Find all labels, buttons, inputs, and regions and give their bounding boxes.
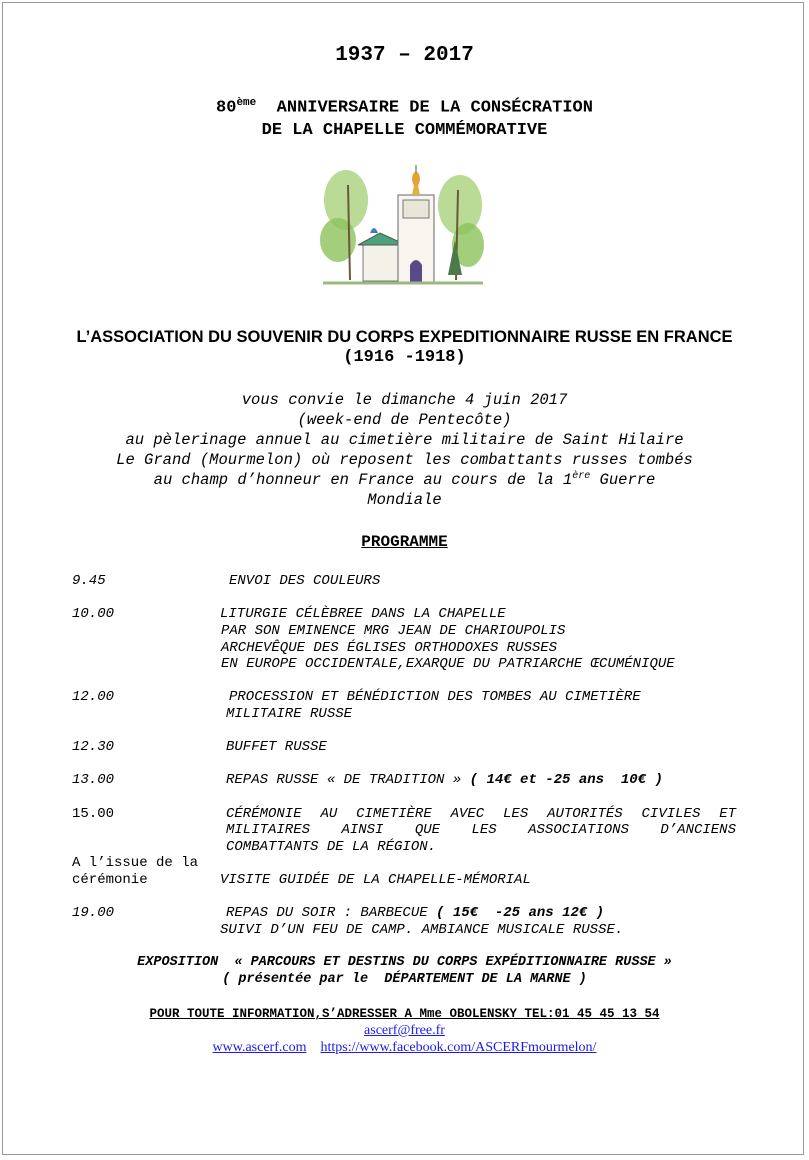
exposition-line-1: EXPOSITION « PARCOURS ET DESTINS DU CORPS EXPÉDITIONNAIRE RUSSE » <box>137 955 672 970</box>
programme-title: PROGRAMME <box>361 533 448 551</box>
chapel-illustration <box>318 145 488 295</box>
programme-time: 19.00 <box>72 905 115 921</box>
programme-activity: BUFFET RUSSE <box>226 739 327 755</box>
programme-activity: MILITAIRE RUSSE <box>226 706 353 722</box>
anniversary-sup: ème <box>236 97 257 109</box>
programme-time: 12.00 <box>72 689 115 705</box>
programme-activity: LITURGIE CÉLÈBREE DANS LA CHAPELLE <box>220 606 506 622</box>
facebook-link[interactable]: https://www.facebook.com/ASCERFmourmelon/ <box>320 1040 597 1055</box>
programme-time: A l’issue de la <box>72 855 199 871</box>
invitation-sup: ère <box>572 471 591 482</box>
activity-text: REPAS RUSSE « DE TRADITION » <box>226 772 470 788</box>
anniversary-number: 80 <box>216 98 237 118</box>
activity-text: REPAS DU SOIR : BARBECUE <box>226 905 437 921</box>
contact-info-text: POUR TOUTE INFORMATION,S’ADRESSER A Mme OBOLENSKY TEL:01 45 45 13 54 <box>149 1007 660 1021</box>
programme-time: cérémonie <box>72 872 148 888</box>
programme-activity: EN EUROPE OCCIDENTALE,EXARQUE DU PATRIARCHE ŒCUMÉNIQUE <box>221 656 675 672</box>
programme-activity: PROCESSION ET BÉNÉDICTION DES TOMBES AU CIMETIÈRE <box>229 689 641 705</box>
programme-activity <box>226 905 604 921</box>
invitation-line-6: Mondiale <box>367 491 442 509</box>
contact-email <box>0 1023 809 1039</box>
website-link[interactable]: www.ascerf.com <box>212 1040 307 1055</box>
invitation-line-5 <box>0 471 809 489</box>
invitation-text: au champ d’honneur en France au cours de la 1 <box>153 471 573 490</box>
programme-activity: MILITAIRES AINSI QUE LES ASSOCIATIONS D’ANCIENS <box>226 822 736 838</box>
tree-left-icon <box>320 170 368 280</box>
anniversary-line-2: DE LA CHAPELLE COMMÉMORATIVE <box>261 121 548 140</box>
invitation-line-4: Le Grand (Mourmelon) où reposent les combattants russes tombés <box>116 451 693 469</box>
contact-links <box>0 1040 809 1056</box>
price: ( 14€ et -25 ans 10€ ) <box>469 772 663 788</box>
invitation-line-1: vous convie le dimanche 4 juin 2017 <box>241 391 568 409</box>
programme-activity: COMBATTANTS DE LA RÉGION. <box>226 839 437 855</box>
price: ( 15€ -25 ans 12€ ) <box>436 905 605 921</box>
exposition-line-2: ( présentée par le DÉPARTEMENT DE LA MARNE ) <box>222 972 587 987</box>
association-years: (1916 -1918) <box>343 348 466 367</box>
programme-activity: SUIVI D’UN FEU DE CAMP. AMBIANCE MUSICALE RUSSE. <box>220 922 624 938</box>
programme-time: 10.00 <box>72 606 115 622</box>
tree-right-icon <box>438 175 484 280</box>
email-link[interactable]: ascerf@free.fr <box>364 1023 445 1038</box>
anniversary-text: ANNIVERSAIRE DE LA CONSÉCRATION <box>276 98 593 118</box>
programme-time: 12.30 <box>72 739 115 755</box>
contact-info <box>0 1007 809 1021</box>
programme-time: 13.00 <box>72 772 115 788</box>
invitation-text: Guerre <box>590 471 656 490</box>
programme-activity: CÉRÉMONIE AU CIMETIÈRE AVEC LES AUTORITÉS CIVILES ET <box>226 806 736 822</box>
years-title: 1937 – 2017 <box>335 44 474 67</box>
invitation-line-3: au pèlerinage annuel au cimetière militaire de Saint Hilaire <box>125 431 684 449</box>
programme-activity: VISITE GUIDÉE DE LA CHAPELLE-MÉMORIAL <box>220 872 531 888</box>
invitation-line-2: (week-end de Pentecôte) <box>297 411 512 429</box>
programme-activity: ARCHEVÊQUE DES ÉGLISES ORTHODOXES RUSSES <box>221 640 558 656</box>
programme-activity: ENVOI DES COULEURS <box>229 573 381 589</box>
programme-time: 9.45 <box>72 573 106 589</box>
programme-activity: PAR SON EMINENCE MRG JEAN DE CHARIOUPOLIS <box>221 623 566 639</box>
programme-time: 15.00 <box>72 806 115 822</box>
programme-activity <box>226 772 663 788</box>
association-name: L’ASSOCIATION DU SOUVENIR DU CORPS EXPEDITIONNAIRE RUSSE EN FRANCE <box>76 328 733 346</box>
anniversary-line-1 <box>0 97 809 118</box>
